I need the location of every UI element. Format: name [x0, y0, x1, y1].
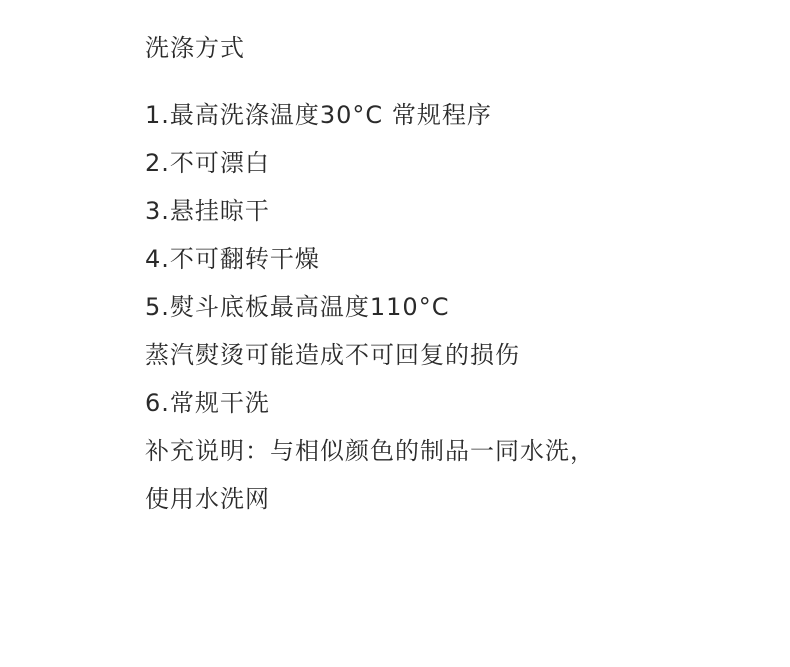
page-title: 洗涤方式	[145, 34, 245, 62]
care-item-5: 5.熨斗底板最高温度110°C	[145, 293, 450, 321]
care-item-6: 6.常规干洗	[145, 389, 270, 417]
care-instructions	[145, 28, 765, 523]
care-item-2: 2.不可漂白	[145, 149, 270, 177]
supplement-note-continued: 使用水洗网	[145, 485, 270, 513]
care-item-3: 3.悬挂晾干	[145, 197, 270, 225]
care-item-5-note: 蒸汽熨烫可能造成不可回复的损伤	[145, 341, 520, 369]
care-item-4: 4.不可翻转干燥	[145, 245, 320, 273]
supplement-note: 补充说明：与相似颜色的制品一同水洗，	[145, 437, 595, 465]
care-item-1: 1.最高洗涤温度30°C 常规程序	[145, 101, 492, 129]
